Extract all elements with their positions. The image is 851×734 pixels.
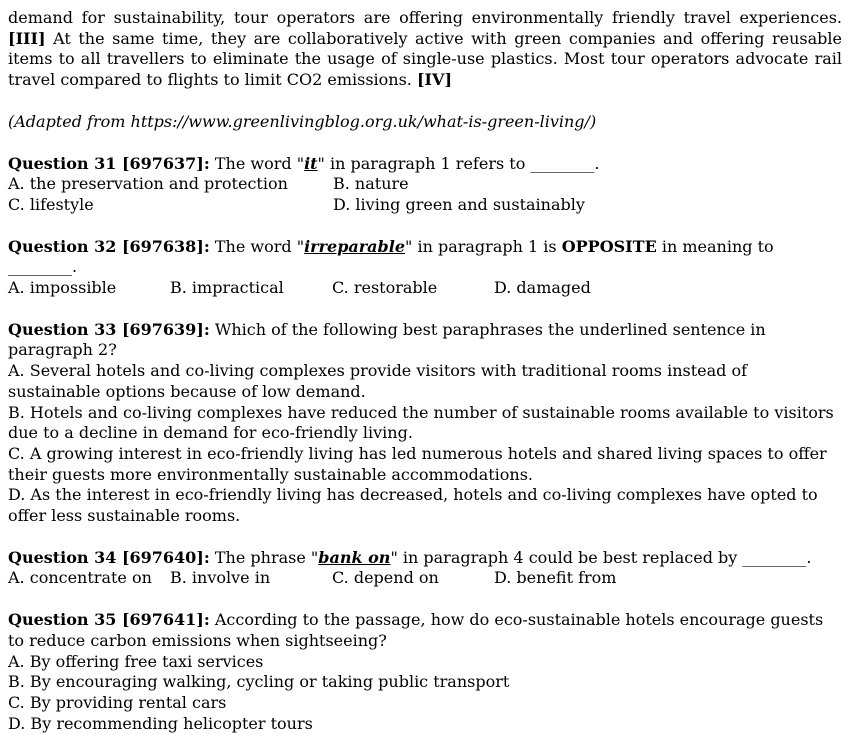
question-33-option-a[interactable]: A. Several hotels and co-living complexes provide visitors with traditional rooms instead of sustainable options because of low demand. [8,361,748,401]
question-34-keyword [311,548,398,567]
passage-text: demand for sustainability, tour operators are offering environmentally friendly travel experiences. [8,8,842,27]
quote-close: " [390,547,398,567]
question-33-stem [8,320,842,361]
question-35-option-d[interactable]: D. By recommending helicopter tours [8,713,313,733]
question-33-label: Question 33 [697639]: [8,319,210,339]
question-32-option-c[interactable]: C. restorable [332,278,438,298]
question-33-option-b[interactable]: B. Hotels and co-living complexes have reduced the number of sustainable rooms available to visitors due to a decline in demand for eco-friendly living. [8,402,834,443]
question-31-option-c[interactable]: C. lifestyle [8,194,94,214]
question-32-options [8,278,842,299]
question-35-option-b[interactable]: B. By encouraging walking, cycling or taking public transport [8,672,510,692]
quote-close: " [317,153,325,173]
question-32-stem [8,237,842,278]
question-31-stem [8,154,842,175]
question-34-option-b[interactable]: B. involve in [170,568,271,588]
question-34-option-a[interactable]: A. concentrate on [8,568,152,588]
opposite-emphasis: OPPOSITE [561,236,657,256]
keyword-it: it [304,153,318,173]
question-33-option-c[interactable]: C. A growing interest in eco-friendly living has led numerous hotels and shared living spaces to offer their guests more environmentally sustainable accommodations. [8,443,827,484]
question-35-option-a[interactable]: A. By offering free taxi services [8,651,264,671]
question-33 [8,320,842,527]
marker-iv: [IV] [416,70,453,90]
question-32-pre: The word [214,236,292,256]
quote-close: " [405,236,413,256]
question-31 [8,154,842,216]
marker-iii: [III] [8,28,46,48]
question-35-text: According to the passage, how do eco-sustainable hotels encourage guests to reduce carbon emissions when sightseeing? [8,610,824,650]
passage-text-continued: At the same time, they are collaboratively active with green companies and offering reusable items to all travellers to eliminate the usage of single-use plastics. Most tour operators advocate rail travel compared to flights to limit CO2 emissions. [8,28,842,90]
question-31-option-d[interactable]: D. living green and sustainably [333,194,585,214]
keyword-irreparable: irreparable [304,236,405,256]
question-31-options-row-1 [8,174,842,195]
question-34-post: in paragraph 4 could be best replaced by ________. [402,547,812,567]
question-34-option-c[interactable]: C. depend on [332,568,439,588]
question-34-stem [8,548,842,569]
question-33-text: Which of the following best paraphrases the underlined sentence in paragraph 2? [8,319,766,360]
question-31-option-b[interactable]: B. nature [333,174,409,194]
question-32-mid: in paragraph 1 is [417,236,557,256]
question-32 [8,237,842,299]
question-34-label: Question 34 [697640]: [8,547,210,567]
question-32-option-a[interactable]: A. impossible [8,278,117,298]
question-34-option-d[interactable]: D. benefit from [494,568,617,588]
question-35-label: Question 35 [697641]: [8,610,210,630]
question-34 [8,548,842,589]
quote-open: " [310,547,319,567]
question-32-label: Question 32 [697638]: [8,236,210,256]
source-citation: (Adapted from https://www.greenlivingblog.org.uk/what-is-green-living/) [8,111,597,131]
question-31-label: Question 31 [697637]: [8,153,210,173]
question-31-option-a[interactable]: A. the preservation and protection [8,174,288,194]
question-34-options [8,568,842,589]
question-35 [8,610,842,734]
question-31-post: in paragraph 1 refers to ________. [330,153,600,173]
keyword-bank-on: bank on [318,547,391,567]
question-31-pre: The word [214,153,292,173]
passage-paragraph [8,8,842,91]
question-33-option-d[interactable]: D. As the interest in eco-friendly living has decreased, hotels and co-living complexes have opted to offer less sustainable rooms. [8,485,818,526]
question-35-option-c[interactable]: C. By providing rental cars [8,692,227,712]
question-35-stem [8,610,842,651]
question-32-option-d[interactable]: D. damaged [494,278,591,298]
question-32-option-b[interactable]: B. impractical [170,278,284,298]
question-31-keyword [297,154,325,173]
quote-open: " [296,236,305,256]
question-34-pre: The phrase [214,547,306,567]
question-31-options-row-2 [8,195,842,216]
question-32-post: in meaning to ________. [8,236,774,277]
quote-open: " [296,153,305,173]
question-32-keyword [297,237,413,256]
